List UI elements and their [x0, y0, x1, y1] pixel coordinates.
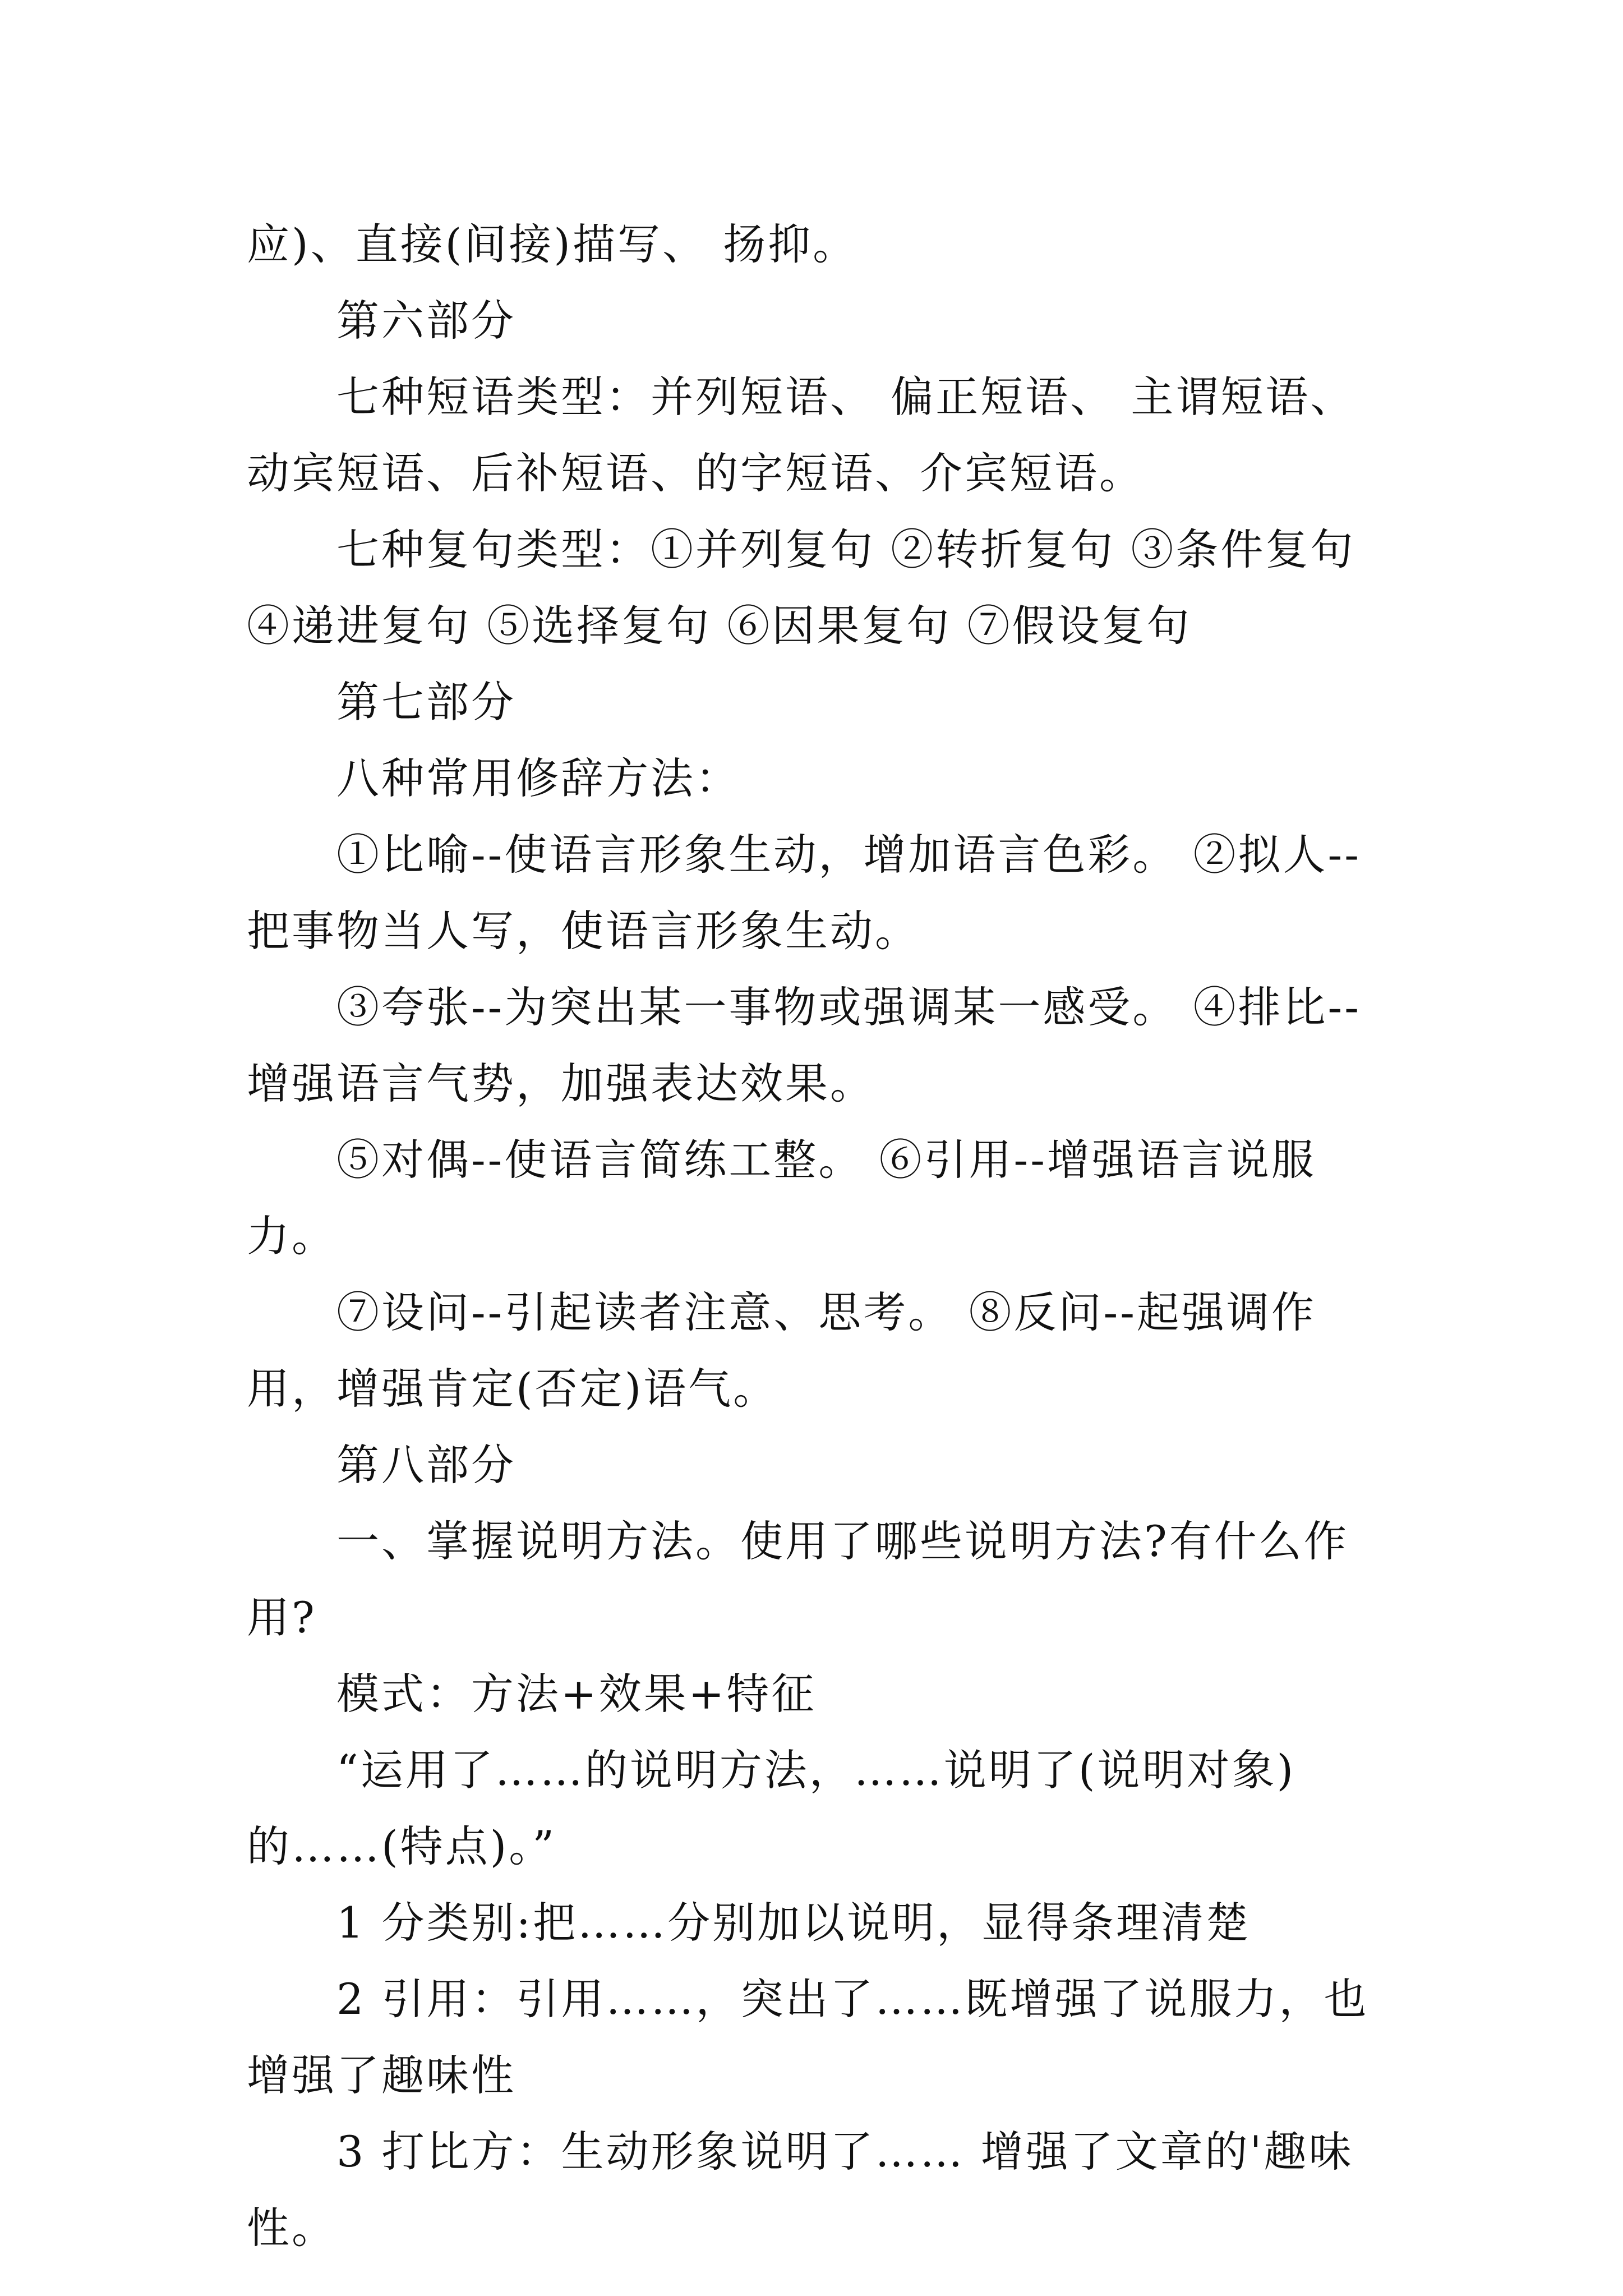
paragraph-explanation-methods: 一、掌握说明方法。使用了哪些说明方法?有什么作用?	[247, 1516, 1349, 1642]
list-item-analogy: 3 打比方：生动形象说明了…… 增强了文章的'趣味性。	[247, 2127, 1354, 2253]
paragraph-continuation: 应)、直接(间接)描写、 扬抑。	[247, 219, 858, 269]
paragraph-complex-sentence-types: 七种复句类型：①并列复句 ②转折复句 ③条件复句 ④递进复句 ⑤选择复句 ⑥因果复句 ⑦假设复句	[247, 524, 1355, 651]
paragraph-pattern: 模式：方法+效果+特征	[336, 1669, 817, 1719]
section-heading-part-seven: 第七部分	[336, 677, 516, 727]
paragraph-template-quote: “运用了……的说明方法，……说明了(说明对象)的……(特点)。”	[247, 1745, 1296, 1871]
list-item-citation: 2 引用：引用……，突出了……既增强了说服力，也增强了趣味性	[247, 1974, 1369, 2100]
paragraph-rhetoric-3-4: ③夸张--为突出某一事物或强调某一感受。 ④排比--增强语言气势，加强表达效果。	[247, 982, 1361, 1108]
paragraph-phrase-types: 七种短语类型：并列短语、 偏正短语、 主谓短语、动宾短语、后补短语、的字短语、介宾短语。	[247, 372, 1355, 498]
paragraph-rhetoric-5-6: ⑤对偶--使语言简练工整。 ⑥引用--增强语言说服力。	[247, 1135, 1316, 1261]
document-body	[247, 206, 1396, 2266]
paragraph-rhetoric-7-8: ⑦设问--引起读者注意、思考。 ⑧反问--起强调作用，增强肯定(否定)语气。	[247, 1287, 1316, 1414]
paragraph-rhetoric-heading: 八种常用修辞方法：	[336, 753, 740, 803]
section-heading-part-eight: 第八部分	[336, 1440, 516, 1490]
list-item-classification: 1 分类别:把……分别加以说明，显得条理清楚	[336, 1898, 1251, 1948]
section-heading-part-six: 第六部分	[336, 296, 516, 346]
paragraph-rhetoric-1-2: ①比喻--使语言形象生动，增加语言色彩。 ②拟人--把事物当人写，使语言形象生动。	[247, 830, 1361, 956]
